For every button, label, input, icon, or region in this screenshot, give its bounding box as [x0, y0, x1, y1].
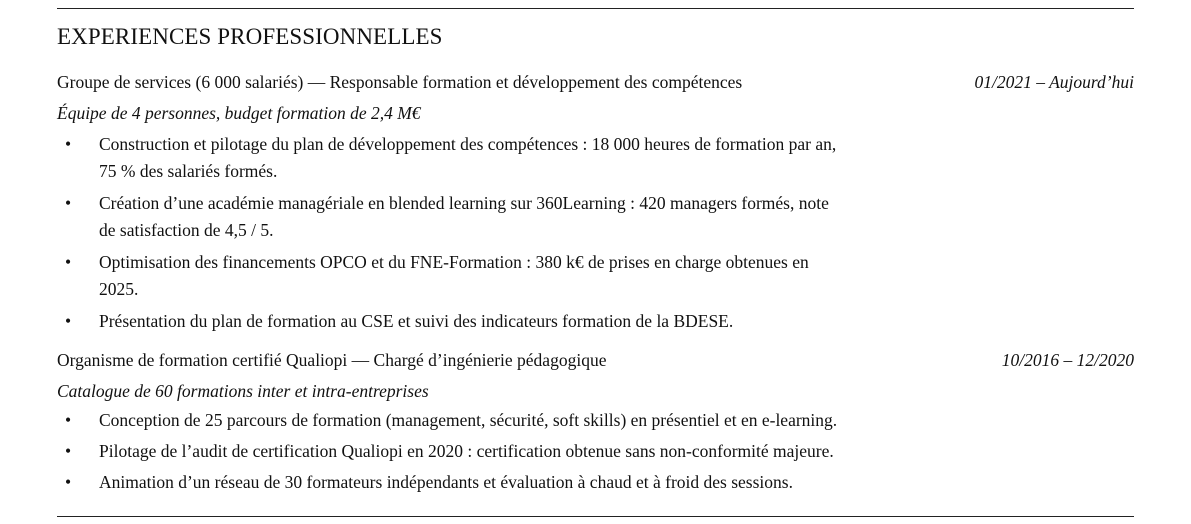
bullet-item	[57, 131, 836, 185]
top-divider	[57, 8, 1134, 9]
bullet-dot: •	[65, 134, 72, 154]
job-bullets-1	[57, 131, 836, 335]
job-subtitle-1: Équipe de 4 personnes, budget formation de 2,4 M€	[57, 103, 421, 123]
bullet-text: Animation d’un réseau de 30 formateurs indépendants et évaluation à chaud et à froid des sessions.	[99, 472, 793, 492]
bullet-item	[57, 190, 836, 244]
bullet-text: Construction et pilotage du plan de développement des compétences : 18 000 heures de formation par an,	[99, 134, 837, 154]
bullet-dot: •	[65, 410, 72, 430]
bullet-text: Présentation du plan de formation au CSE et suivi des indicateurs formation de la BDESE.	[99, 311, 734, 331]
bullet-dot: •	[65, 311, 72, 331]
bullet-text: 75 % des salariés formés.	[99, 161, 278, 181]
job-title-2: Organisme de formation certifié Qualiopi — Chargé d’ingénierie pédagogique	[57, 350, 607, 370]
bullet-text: Optimisation des financements OPCO et du FNE-Formation : 380 k€ de prises en charge obtenues en	[99, 252, 809, 272]
bullet-item	[57, 438, 837, 465]
bottom-divider	[57, 516, 1134, 517]
bullet-item	[57, 469, 837, 496]
bullet-text: de satisfaction de 4,5 / 5.	[99, 220, 274, 240]
job-bullets-2	[57, 407, 837, 496]
bullet-item	[57, 249, 836, 303]
bullet-dot: •	[65, 441, 72, 461]
job-dates-2: 10/2016 – 12/2020	[1001, 350, 1134, 370]
bullet-text: Création d’une académie managériale en blended learning sur 360Learning : 420 managers formés, note	[99, 193, 829, 213]
bullet-text: Pilotage de l’audit de certification Qualiopi en 2020 : certification obtenue sans non-conformité majeure.	[99, 441, 834, 461]
bullet-text: 2025.	[99, 279, 139, 299]
bullet-item	[57, 308, 836, 335]
bullet-dot: •	[65, 472, 72, 492]
bullet-text: Conception de 25 parcours de formation (management, sécurité, soft skills) en présentiel et en e-learning.	[99, 410, 838, 430]
job-dates-1: 01/2021 – Aujourd’hui	[974, 72, 1134, 92]
bullet-dot: •	[65, 193, 72, 213]
job-title-1: Groupe de services (6 000 salariés) — Responsable formation et développement des compétences	[57, 72, 743, 92]
bullet-dot: •	[65, 252, 72, 272]
job-subtitle-2: Catalogue de 60 formations inter et intra-entreprises	[57, 381, 429, 401]
section-title: EXPERIENCES PROFESSIONNELLES	[57, 24, 443, 49]
bullet-item	[57, 407, 837, 434]
